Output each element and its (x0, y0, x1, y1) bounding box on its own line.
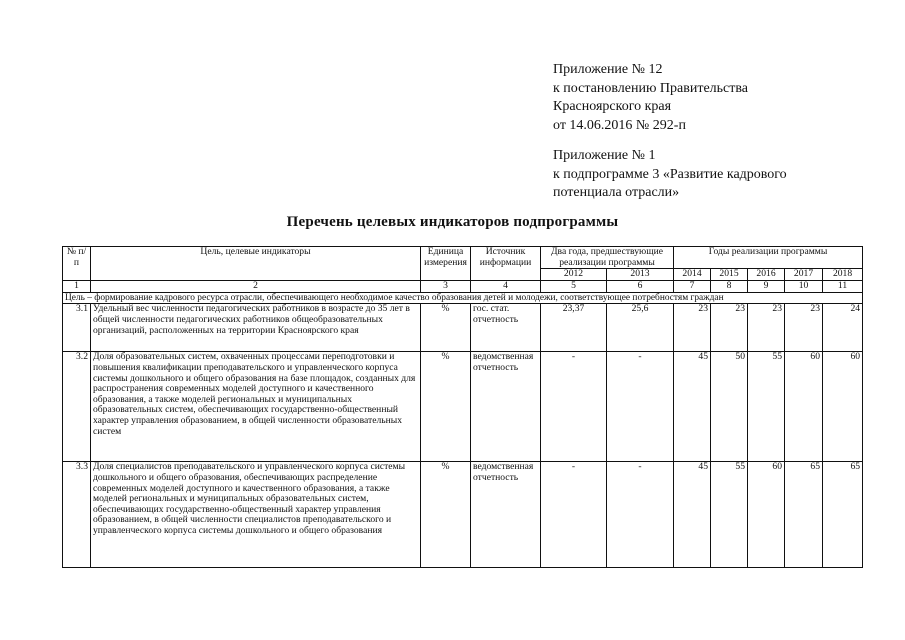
unit-cell: % (421, 462, 471, 568)
value-2015: 50 (711, 352, 748, 462)
column-number: 1 (63, 281, 91, 293)
header-year: 2013 (607, 269, 674, 281)
table-row (63, 462, 863, 568)
appendix-line: потенциала отрасли» (553, 185, 680, 200)
appendix-line: Приложение № 12 (553, 62, 663, 77)
column-number: 6 (607, 281, 674, 293)
column-number: 2 (91, 281, 421, 293)
value-2015: 23 (711, 304, 748, 352)
appendix-line: Приложение № 1 (553, 148, 656, 163)
header-year: 2016 (748, 269, 785, 281)
header-goal: Цель, целевые индикаторы (91, 247, 421, 281)
value-2017: 23 (785, 304, 823, 352)
value-2018: 24 (823, 304, 863, 352)
header-impl-years: Годы реализации программы (674, 247, 863, 269)
column-number: 10 (785, 281, 823, 293)
value-2017: 65 (785, 462, 823, 568)
indicator-text: Доля образовательных систем, охваченных процессами переподготовки и повышения квалификации преподавательского и управленческого корпуса системы дошкольного и общего образования на базе площадок, созданных для распространения современных моделей доступного и качественного образования, а также моделей региональных и муниципальных образовательных систем, обеспечивающих государственно-общественный характер управления образованием, в общей численности образовательных систем (91, 352, 421, 462)
value-2018: 60 (823, 352, 863, 462)
header-year: 2015 (711, 269, 748, 281)
header-year: 2017 (785, 269, 823, 281)
column-number: 8 (711, 281, 748, 293)
header-prev-years: Два года, предшествующие реализации программы (541, 247, 674, 269)
column-number: 3 (421, 281, 471, 293)
source-cell: гос. стат. отчетность (471, 304, 541, 352)
goal-row: Цель – формирование кадрового ресурса отрасли, обеспечивающего необходимое качество образования детей и молодежи, соответствующее потребностям граждан (63, 292, 863, 304)
header-year: 2014 (674, 269, 711, 281)
appendix-line: к постановлению Правительства (553, 80, 749, 96)
appendix-line: от 14.06.2016 № 292-п (553, 117, 686, 133)
column-number: 9 (748, 281, 785, 293)
indicators-table (62, 246, 863, 568)
column-number: 5 (541, 281, 607, 293)
header-year: 2012 (541, 269, 607, 281)
table-row (63, 352, 863, 462)
indicator-text: Доля специалистов преподавательского и управленческого корпуса системы дошкольного и общего образования, обеспечивающих распределение современных моделей доступного и качественного образования, а также моделей региональных и муниципальных образовательных систем, обеспечивающих государственно-общественный характер управления образованием, в общей численности специалистов преподавательского и управленческого корпуса системы дошкольного и общего образования (91, 462, 421, 568)
value-2017: 60 (785, 352, 823, 462)
source-cell: ведомственная отчетность (471, 352, 541, 462)
value-2014: 45 (674, 352, 711, 462)
row-number: 3.2 (63, 352, 91, 462)
header-unit: Единица измерения (421, 247, 471, 281)
value-2013: - (607, 352, 674, 462)
value-2012: - (541, 462, 607, 568)
value-2016: 55 (748, 352, 785, 462)
table-row (63, 304, 863, 352)
appendix-line: к подпрограмме 3 «Развитие кадрового (553, 166, 787, 182)
row-number: 3.3 (63, 462, 91, 568)
value-2012: 23,37 (541, 304, 607, 352)
value-2016: 60 (748, 462, 785, 568)
value-2014: 45 (674, 462, 711, 568)
document-title: Перечень целевых индикаторов подпрограммы (286, 214, 619, 230)
appendix-line: Красноярского края (553, 99, 672, 114)
appendix-1-block (553, 147, 787, 203)
header-source: Источник информации (471, 247, 541, 281)
value-2013: - (607, 462, 674, 568)
column-number: 4 (471, 281, 541, 293)
appendix-12-block (553, 61, 748, 135)
value-2013: 25,6 (607, 304, 674, 352)
value-2015: 55 (711, 462, 748, 568)
source-cell: ведомственная отчетность (471, 462, 541, 568)
column-number: 11 (823, 281, 863, 293)
header-year: 2018 (823, 269, 863, 281)
value-2016: 23 (748, 304, 785, 352)
value-2018: 65 (823, 462, 863, 568)
header-num: № п/п (63, 247, 91, 281)
row-number: 3.1 (63, 304, 91, 352)
value-2014: 23 (674, 304, 711, 352)
column-number: 7 (674, 281, 711, 293)
unit-cell: % (421, 352, 471, 462)
value-2012: - (541, 352, 607, 462)
unit-cell: % (421, 304, 471, 352)
indicator-text: Удельный вес численности педагогических работников в возрасте до 35 лет в общей численности педагогических работников общеобразовательных организаций, расположенных на территории Красноярского края (91, 304, 421, 352)
